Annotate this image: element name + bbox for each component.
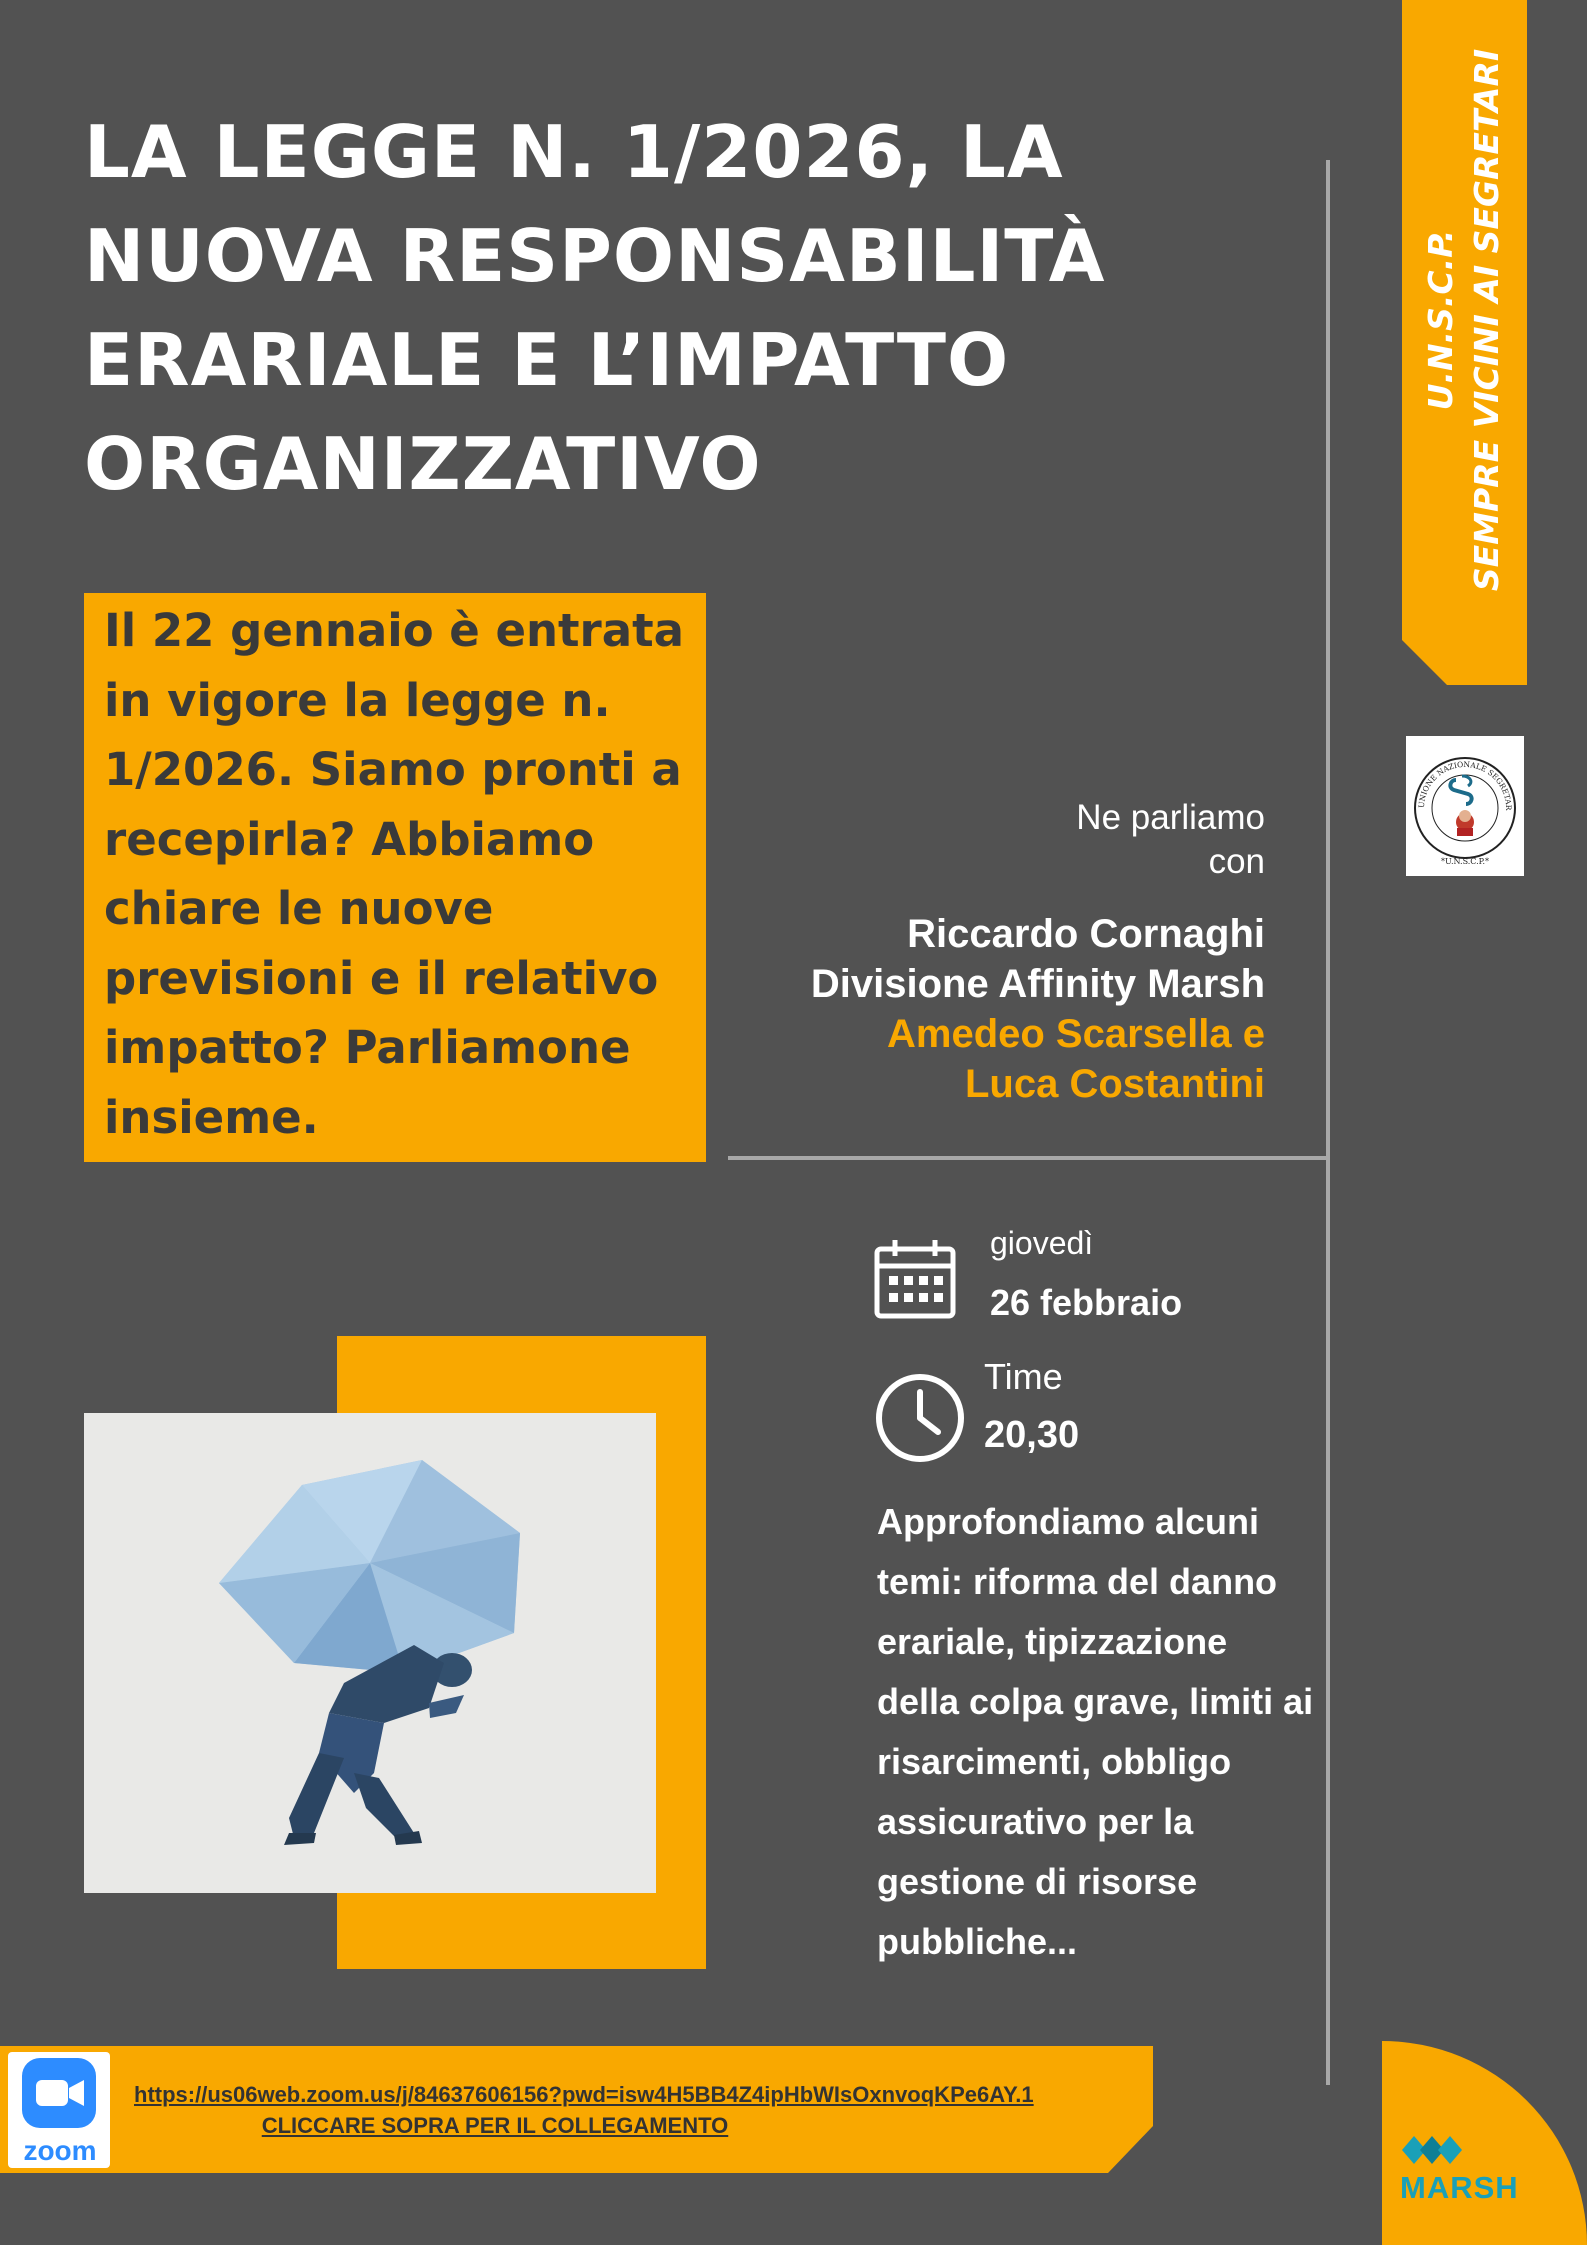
zoom-logo-text: zoom (23, 2135, 97, 2166)
event-time: 20,30 (984, 1414, 1080, 1456)
zoom-link-bar (0, 2046, 1153, 2173)
horizontal-divider (728, 1156, 1328, 1160)
marsh-logo-text: MARSH (1400, 2170, 1519, 2205)
clock-icon (874, 1372, 966, 1464)
intro-line: recepirla? Abbiamo (104, 812, 595, 866)
topics-line: pubbliche... (877, 1921, 1078, 1962)
zoom-camera-icon (8, 2052, 110, 2132)
intro-line: impatto? Parliamone (104, 1021, 631, 1074)
banner-line-2: SEMPRE VICINI AI SEGRETARI (1467, 48, 1506, 592)
zoom-link-instruction[interactable]: CLICCARE SOPRA PER IL COLLEGAMENTO (261, 2113, 729, 2138)
association-seal (1406, 736, 1524, 876)
intro-line: Il 22 gennaio è entrata (104, 604, 684, 657)
speaker-1-name: Riccardo Cornaghi (907, 912, 1265, 956)
event-day-label: giovedì (990, 1225, 1094, 1261)
speakers-intro (705, 796, 1265, 884)
event-time-label: Time (984, 1356, 1063, 1397)
intro-line: insieme. (104, 1090, 319, 1144)
title-line: ERARIALE E L’IMPATTO (84, 318, 1010, 402)
title-line: ORGANIZZATIVO (84, 422, 762, 506)
intro-line: 1/2026. Siamo pronti a (104, 743, 682, 796)
zoom-meeting-link[interactable]: https://us06web.zoom.us/j/84637606156?pwd=isw4H5BB4Z4ipHbWIsOxnvoqKPe6AY.1 (134, 2082, 1034, 2107)
topics-line: gestione di risorse (877, 1861, 1198, 1902)
title-line: NUOVA RESPONSABILITÀ (84, 214, 1106, 298)
speakers-block (705, 796, 1265, 1109)
topics-text (877, 1492, 1337, 1972)
title-line: LA LEGGE N. 1/2026, LA (84, 110, 1064, 194)
event-date: 26 febbraio (990, 1282, 1183, 1323)
intro-line: chiare le nuove (104, 882, 494, 935)
intro-line: previsioni e il relativo (104, 951, 659, 1005)
speakers-intro-line-2: con (1208, 842, 1265, 881)
illustration-photo (84, 1413, 656, 1893)
page-title (84, 100, 1284, 516)
intro-line: in vigore la legge n. (104, 673, 611, 727)
paper-figure-carrying-polygon-image (84, 1413, 656, 1893)
banner-text (1418, 49, 1510, 591)
topics-line: Approfondiamo alcuni (877, 1501, 1259, 1542)
seal-ring-text: UNIONE NAZIONALE SEGRETAR (1416, 759, 1514, 811)
topics-line: assicurativo per la (877, 1801, 1194, 1842)
topics-line: risarcimenti, obbligo (877, 1741, 1232, 1782)
banner-line-1: U.N.S.C.P. (1421, 229, 1460, 411)
intro-text (104, 596, 704, 1152)
marsh-logo-icon (1400, 2132, 1464, 2168)
seal-emblem-icon (1406, 736, 1524, 876)
topics-line: erariale, tipizzazione (877, 1621, 1228, 1662)
topics-line: della colpa grave, limiti ai (877, 1681, 1314, 1722)
seal-bottom-text: *U.N.S.C.P.* (1440, 857, 1490, 866)
speakers-intro-line-1: Ne parliamo (1076, 798, 1265, 837)
speaker-2-line-2: Luca Costantini (964, 1062, 1265, 1106)
speaker-2-line-1: Amedeo Scarsella e (887, 1012, 1265, 1056)
calendar-icon (874, 1238, 956, 1320)
topics-line: temi: riforma del danno (877, 1561, 1278, 1602)
speaker-1-org: Divisione Affinity Marsh (810, 962, 1265, 1006)
